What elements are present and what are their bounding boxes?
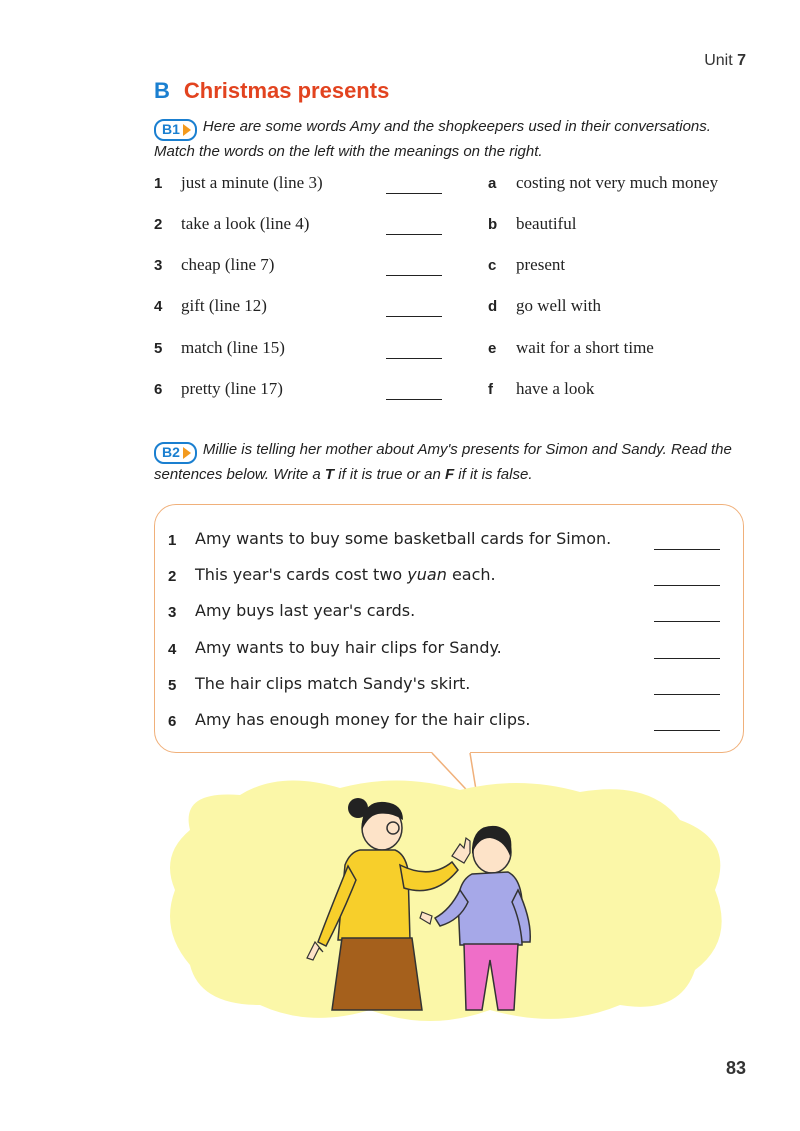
tf-sentence — [195, 565, 496, 584]
tf-number: 6 — [168, 713, 177, 730]
meaning-text: go well with — [516, 296, 601, 315]
tf-answer-blank[interactable] — [654, 694, 720, 695]
b2-instruction-part2: if it is true or an — [334, 465, 445, 483]
unit-label-text: Unit — [704, 52, 733, 69]
match-number: 3 — [154, 257, 163, 274]
meaning-text: wait for a short time — [516, 338, 654, 357]
match-term: take a look (line 4) — [181, 214, 310, 233]
tf-sentence: Amy buys last year's cards. — [195, 601, 416, 620]
answer-blank[interactable] — [386, 275, 442, 276]
match-term: gift (line 12) — [181, 296, 267, 315]
play-arrow-icon — [183, 447, 191, 459]
match-row — [154, 379, 754, 403]
match-number: 2 — [154, 216, 163, 233]
page-number: 83 — [725, 1058, 746, 1078]
tf-answer-blank[interactable] — [654, 621, 720, 622]
match-row — [154, 173, 754, 197]
tf-row — [168, 710, 728, 734]
tf-number: 3 — [168, 604, 177, 621]
b2-instruction-t: T — [324, 465, 335, 483]
b2-badge-label: B2 — [162, 444, 180, 460]
b2-instruction-part1: Millie is telling her mother about Amy's presents for Simon and Sandy. Read the sentences below. Write a — [154, 441, 732, 483]
tf-row — [168, 565, 728, 589]
unit-number: 7 — [737, 52, 746, 69]
tf-sentence-end: each. — [446, 565, 496, 584]
section-title: Christmas presents — [183, 78, 390, 103]
b2-instruction-f: F — [444, 465, 455, 483]
tf-number: 1 — [168, 532, 177, 549]
match-term: just a minute (line 3) — [181, 173, 323, 192]
tf-number: 4 — [168, 641, 177, 658]
b2-badge — [154, 442, 197, 464]
tf-number: 5 — [168, 677, 177, 694]
meaning-letter: c — [488, 257, 497, 274]
match-number: 5 — [154, 340, 163, 357]
b1-badge — [154, 119, 197, 141]
match-term: pretty (line 17) — [181, 379, 283, 398]
match-number: 1 — [154, 175, 163, 192]
section-letter: B — [154, 78, 170, 103]
meaning-letter: d — [488, 298, 498, 315]
play-arrow-icon — [183, 124, 191, 136]
meaning-text: present — [516, 255, 566, 274]
yellow-cloud-background — [170, 780, 722, 1021]
match-row — [154, 255, 754, 279]
meaning-text: costing not very much money — [516, 173, 719, 192]
answer-blank[interactable] — [386, 399, 442, 400]
tf-answer-blank[interactable] — [654, 658, 720, 659]
section-heading — [154, 78, 389, 104]
meaning-text: beautiful — [516, 214, 577, 233]
match-row — [154, 214, 754, 238]
b1-instruction-text: Here are some words Amy and the shopkeepers used in their conversations. Match the words on the left with the meanings on the right. — [154, 118, 711, 160]
b2-instruction-part3: if it is false. — [454, 465, 533, 483]
match-row — [154, 296, 754, 320]
meaning-letter: e — [488, 340, 497, 357]
tf-row — [168, 529, 728, 553]
tf-sentence-emphasis: yuan — [407, 565, 447, 584]
tf-row — [168, 638, 728, 662]
meaning-letter: a — [488, 175, 497, 192]
tf-sentence: The hair clips match Sandy's skirt. — [195, 674, 471, 693]
b1-badge-label: B1 — [162, 121, 180, 137]
tf-answer-blank[interactable] — [654, 730, 720, 731]
unit-label — [704, 52, 746, 70]
match-number: 6 — [154, 381, 163, 398]
answer-blank[interactable] — [386, 234, 442, 235]
meaning-letter: b — [488, 216, 498, 233]
tf-answer-blank[interactable] — [654, 585, 720, 586]
match-term: match (line 15) — [181, 338, 285, 357]
tf-sentence: Amy wants to buy some basketball cards for Simon. — [195, 529, 612, 548]
answer-blank[interactable] — [386, 316, 442, 317]
tf-answer-blank[interactable] — [654, 549, 720, 550]
tf-sentence-start: This year's cards cost two — [195, 565, 408, 584]
meaning-text: have a look — [516, 379, 595, 398]
answer-blank[interactable] — [386, 193, 442, 194]
b2-instruction — [154, 439, 754, 485]
illustration — [160, 770, 740, 1040]
match-term: cheap (line 7) — [181, 255, 275, 274]
match-number: 4 — [154, 298, 163, 315]
tf-sentence: Amy wants to buy hair clips for Sandy. — [195, 638, 502, 657]
match-row — [154, 338, 754, 362]
answer-blank[interactable] — [386, 358, 442, 359]
tf-sentence: Amy has enough money for the hair clips. — [195, 710, 531, 729]
tf-number: 2 — [168, 568, 177, 585]
meaning-letter: f — [488, 381, 493, 398]
tf-row — [168, 674, 728, 698]
tf-row — [168, 601, 728, 625]
b1-instruction — [154, 116, 754, 162]
